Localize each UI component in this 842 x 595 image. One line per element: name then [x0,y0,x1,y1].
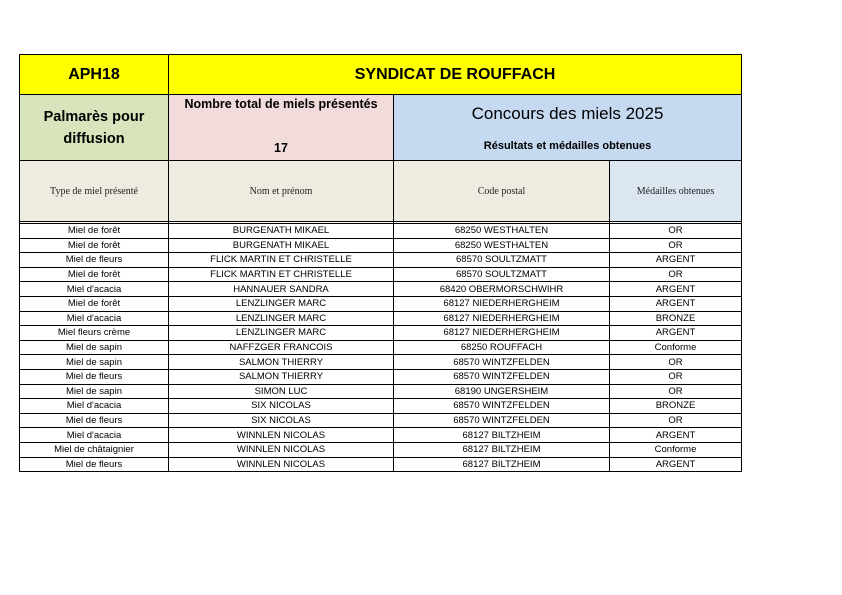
contest-subtitle: Résultats et médailles obtenues [483,140,652,152]
honey-type-cell: Miel de sapin [20,355,169,370]
honey-type-cell: Miel d'acacia [20,428,169,443]
postal-code-cell: 68127 BILTZHEIM [394,442,610,457]
table-row [20,296,742,311]
name-cell: SIX NICOLAS [169,413,394,428]
medal-cell: OR [610,224,742,239]
name-cell: LENZLINGER MARC [169,311,394,326]
honey-type-cell: Miel de forêt [20,224,169,239]
medal-cell: ARGENT [610,457,742,472]
name-cell: BURGENATH MIKAEL [169,238,394,253]
name-cell: WINNLEN NICOLAS [169,442,394,457]
column-header-row [20,161,742,222]
postal-code-cell: 68127 BILTZHEIM [394,457,610,472]
info-row [20,95,742,161]
data-rows [20,224,742,472]
postal-code-cell: 68250 WESTHALTEN [394,238,610,253]
title-row [20,55,742,95]
medal-cell: ARGENT [610,428,742,443]
honey-type-cell: Miel de sapin [20,340,169,355]
honey-type-cell: Miel de châtaignier [20,442,169,457]
table-row [20,340,742,355]
honey-type-cell: Miel de fleurs [20,253,169,268]
name-cell: SIX NICOLAS [169,399,394,414]
honey-type-cell: Miel de fleurs [20,369,169,384]
medal-cell: ARGENT [610,326,742,341]
table-row [20,369,742,384]
table-row [20,428,742,443]
name-cell: SALMON THIERRY [169,355,394,370]
postal-code-cell: 68420 OBERMORSCHWIHR [394,282,610,297]
name-cell: HANNAUER SANDRA [169,282,394,297]
table-row [20,311,742,326]
medal-cell: OR [610,369,742,384]
aph-label: APH18 [20,55,169,95]
postal-code-cell: 68570 WINTZFELDEN [394,399,610,414]
honey-type-cell: Miel d'acacia [20,282,169,297]
col-header-name: Nom et prénom [169,161,394,222]
name-cell: LENZLINGER MARC [169,296,394,311]
postal-code-cell: 68570 WINTZFELDEN [394,413,610,428]
table-row [20,399,742,414]
honey-type-cell: Miel de fleurs [20,457,169,472]
postal-code-cell: 68570 WINTZFELDEN [394,355,610,370]
honey-type-cell: Miel de forêt [20,238,169,253]
total-label: Nombre total de miels présentés [184,97,378,111]
postal-code-cell: 68127 NIEDERHERGHEIM [394,296,610,311]
name-cell: FLICK MARTIN ET CHRISTELLE [169,267,394,282]
name-cell: SALMON THIERRY [169,369,394,384]
honey-type-cell: Miel de forêt [20,296,169,311]
name-cell: LENZLINGER MARC [169,326,394,341]
table-row [20,457,742,472]
postal-code-cell: 68570 SOULTZMATT [394,253,610,268]
table-row [20,224,742,239]
medal-cell: Conforme [610,340,742,355]
medal-cell: ARGENT [610,282,742,297]
medal-cell: BRONZE [610,399,742,414]
medal-cell: OR [610,238,742,253]
name-cell: WINNLEN NICOLAS [169,457,394,472]
table-row [20,282,742,297]
col-header-type: Type de miel présenté [20,161,169,222]
total-value: 17 [274,141,288,155]
medal-cell: BRONZE [610,311,742,326]
total-cell [169,95,394,161]
table-row [20,413,742,428]
syndicate-title: SYNDICAT DE ROUFFACH [169,55,742,95]
honey-type-cell: Miel de fleurs [20,413,169,428]
contest-cell [394,95,742,161]
postal-code-cell: 68250 ROUFFACH [394,340,610,355]
table-row [20,355,742,370]
postal-code-cell: 68127 BILTZHEIM [394,428,610,443]
col-header-medal: Médailles obtenues [610,161,742,222]
table-row [20,442,742,457]
table-row [20,384,742,399]
honey-type-cell: Miel d'acacia [20,399,169,414]
honey-type-cell: Miel fleurs crème [20,326,169,341]
name-cell: SIMON LUC [169,384,394,399]
medal-cell: OR [610,267,742,282]
palmares-label: Palmarès pour diffusion [20,95,169,161]
contest-title: Concours des miels 2025 [471,104,664,123]
medal-cell: ARGENT [610,296,742,311]
name-cell: BURGENATH MIKAEL [169,224,394,239]
table-row [20,238,742,253]
results-table [19,54,742,472]
table-row [20,267,742,282]
medal-cell: ARGENT [610,253,742,268]
name-cell: WINNLEN NICOLAS [169,428,394,443]
postal-code-cell: 68127 NIEDERHERGHEIM [394,326,610,341]
name-cell: NAFFZGER FRANCOIS [169,340,394,355]
postal-code-cell: 68570 SOULTZMATT [394,267,610,282]
honey-type-cell: Miel de forêt [20,267,169,282]
table-row [20,326,742,341]
medal-cell: Conforme [610,442,742,457]
medal-cell: OR [610,384,742,399]
medal-cell: OR [610,413,742,428]
col-header-postal: Code postal [394,161,610,222]
postal-code-cell: 68190 UNGERSHEIM [394,384,610,399]
table-row [20,253,742,268]
postal-code-cell: 68127 NIEDERHERGHEIM [394,311,610,326]
name-cell: FLICK MARTIN ET CHRISTELLE [169,253,394,268]
postal-code-cell: 68250 WESTHALTEN [394,224,610,239]
postal-code-cell: 68570 WINTZFELDEN [394,369,610,384]
medal-cell: OR [610,355,742,370]
honey-type-cell: Miel d'acacia [20,311,169,326]
honey-type-cell: Miel de sapin [20,384,169,399]
